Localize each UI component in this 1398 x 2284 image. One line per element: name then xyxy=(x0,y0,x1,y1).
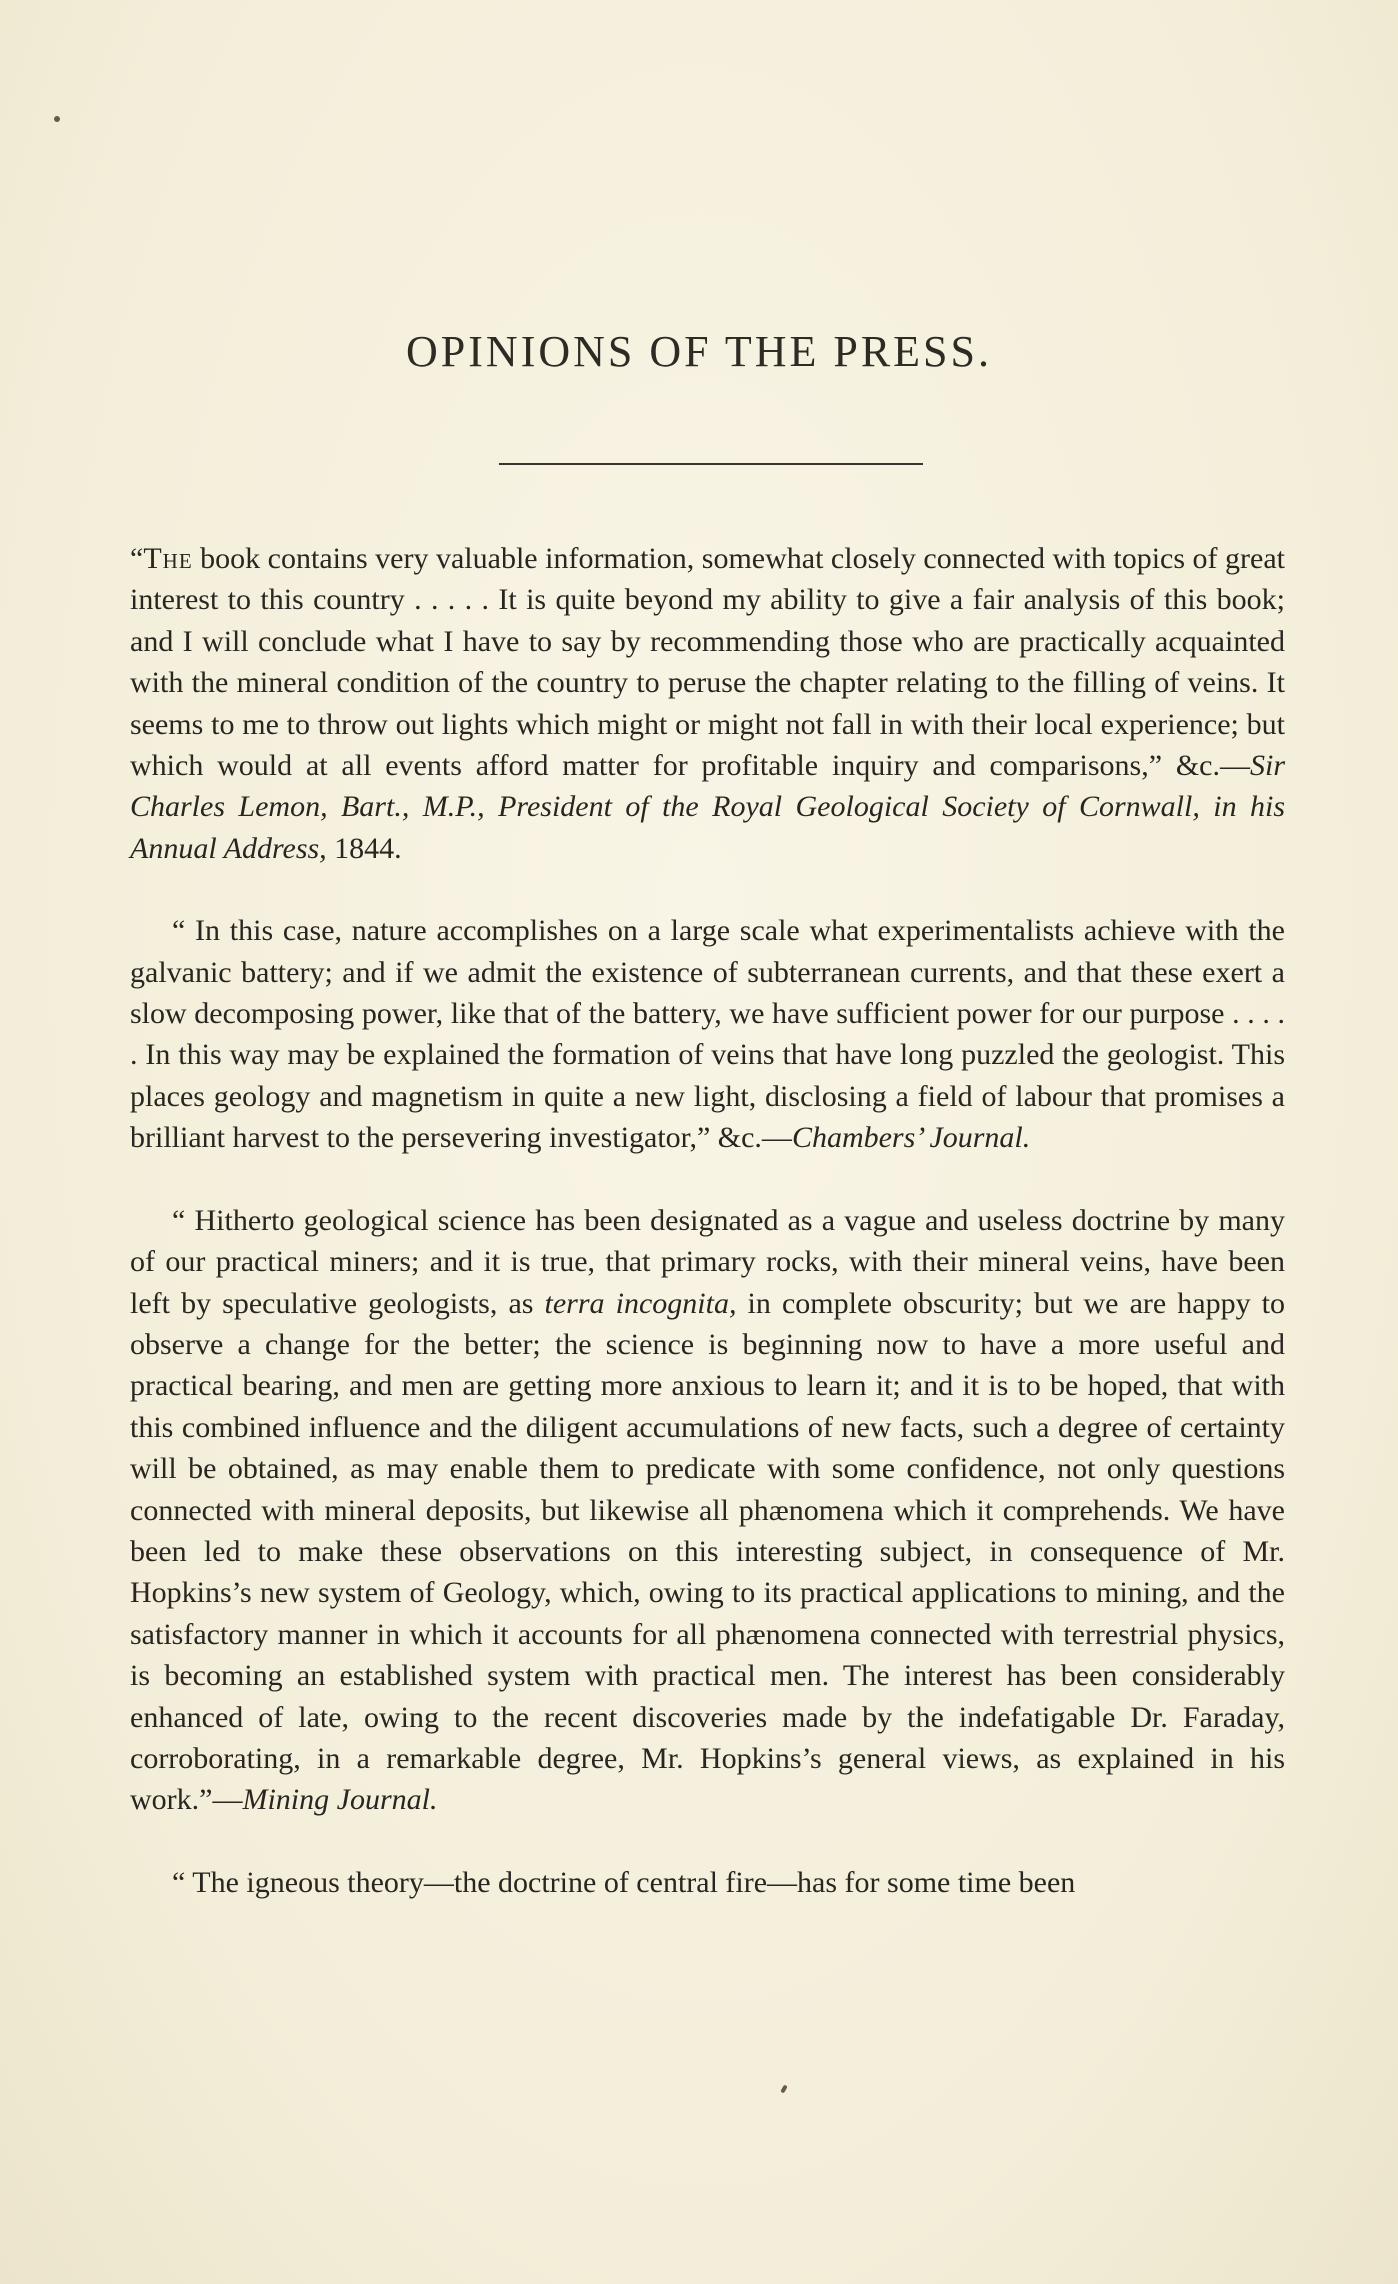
ink-speck xyxy=(54,116,60,122)
quote-text: “ In this case, nature accomplishes on a large scale what experimentalists achieve with the galvanic battery; and if we admit the existence of subterranean currents, and that these exert a slow decomposing power, like that of the battery, we have sufficient power for our purpose . . . . . In this way may be explained the formation of veins that have long puzzled the geologist. This places geology and magnetism in quite a new light, disclosing a field of labour that promises a brilliant harvest to the persevering investigator,” &c.— xyxy=(130,914,1285,1155)
quote-paragraph xyxy=(130,910,1285,1158)
title-rule xyxy=(499,463,923,465)
quote-text: book contains very valuable information, somewhat closely connected with topics of great interest to this country . . . . . It is quite beyond my ability to give a fair analysis of this book; and I will conclude what I have to say by recommending those who are practically acquainted with the mineral condition of the country to peruse the chapter relating to the filling of veins. It seems to me to throw out lights which might or might not fall in with their local experience; but which would at all events afford matter for profitable inquiry and comparisons,” &c.— xyxy=(130,542,1285,783)
quote-source: Sir Charles Lemon, Bart., M.P., President of the Royal Geological Society of Cornwall, in his Annual Address, xyxy=(130,749,1285,865)
ink-speck xyxy=(780,2085,787,2094)
quote-paragraph xyxy=(130,1862,1285,1903)
latin-term: terra incognita, xyxy=(544,1286,737,1320)
lead-word: The xyxy=(143,542,193,575)
quote-year: 1844. xyxy=(326,831,402,865)
quote-source: Chambers’ Journal. xyxy=(791,1121,1031,1155)
quote-paragraph xyxy=(130,538,1285,869)
quote-source: Mining Journal. xyxy=(242,1783,438,1817)
quote-paragraph xyxy=(130,1200,1285,1821)
press-quotes xyxy=(130,538,1285,1944)
open-quote: “ xyxy=(130,542,144,575)
quote-text: in complete obscurity; but we are happy to observe a change for the better; the science is beginning now to have a more useful and practical bearing, and men are getting more anxious to learn it; and it is to be hoped, that with this combined influence and the diligent accumulations of new facts, such a degree of certainty will be obtained, as may enable them to predicate with some confidence, not only questions connected with mineral deposits, but likewise all phænomena which it comprehends. We have been led to make these observations on this interesting subject, in consequence of Mr. Hopkins’s new system of Geology, which, owing to its practical applications to mining, and the satisfactory manner in which it accounts for all phænomena connected with terrestrial physics, is becoming an established system with practical men. The interest has been considerably enhanced of late, owing to the recent discoveries made by the indefatigable Dr. Faraday, corroborating, in a remarkable degree, Mr. Hopkins’s general views, as explained in his work.”— xyxy=(130,1286,1286,1817)
page-title: OPINIONS OF THE PRESS. xyxy=(406,327,992,376)
quote-text: “ Hitherto geological science has been designated as a vague and useless doctrine by many of our practical miners; and it is true, that primary rocks, with their mineral veins, have been left by speculative geologists, as xyxy=(130,1203,1285,1320)
quote-text: “ The igneous theory—the doctrine of central fire—has for some time been xyxy=(172,1865,1076,1899)
